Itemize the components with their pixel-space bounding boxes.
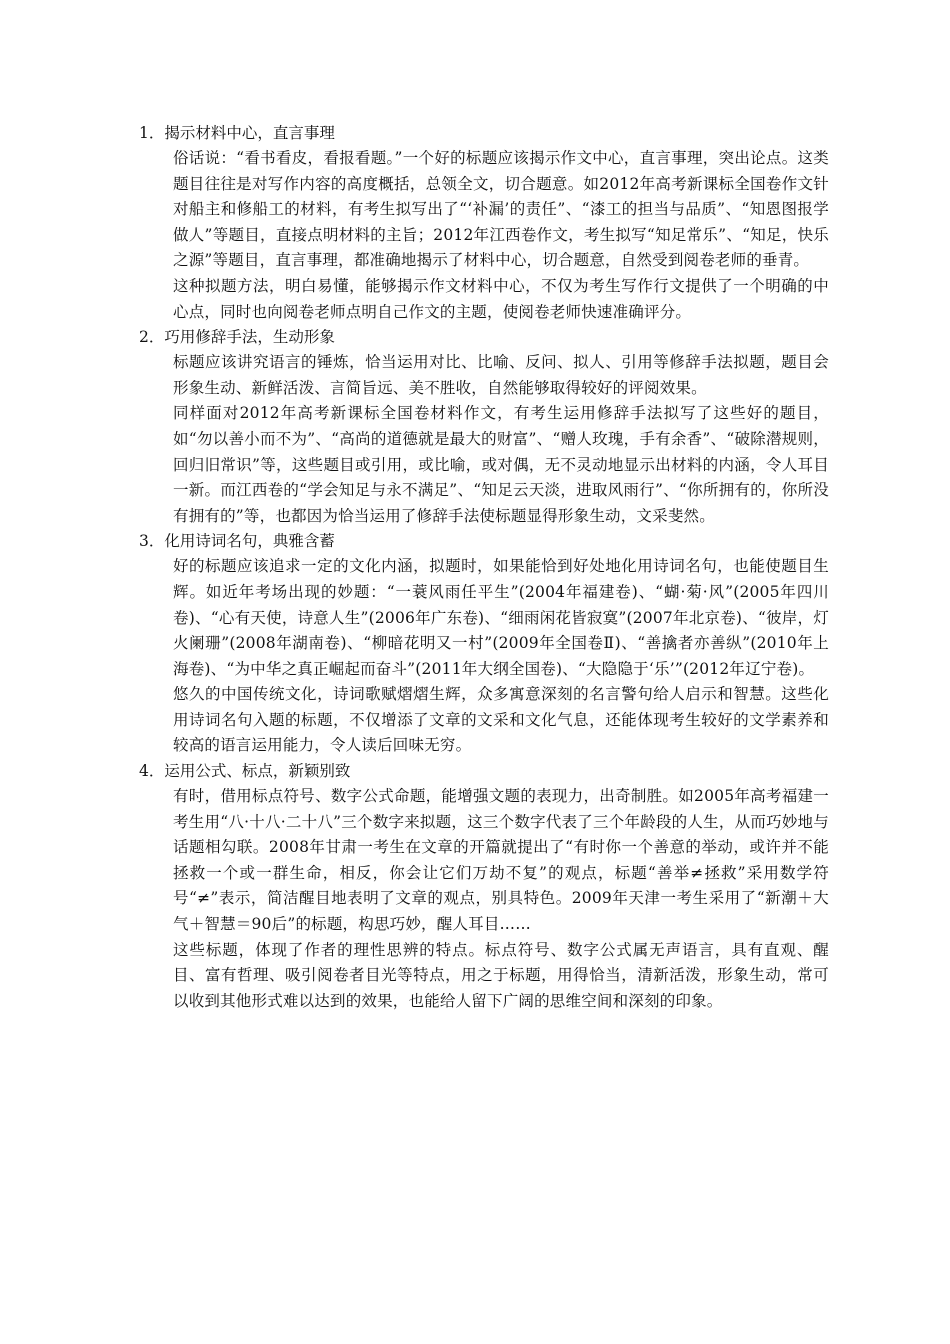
paragraph: 好的标题应该追求一定的文化内涵，拟题时，如果能恰到好处地化用诗词名句，也能使题目生辉。如近年考场出现的妙题：“一蓑风雨任平生”(2004年福建卷)、“蝴·菊·风”(2005年四川卷)、“心有天使，诗意人生”(2006年广东卷)、“细雨闲花皆寂寞”(2007年北京卷)、“彼岸，灯火阑珊”(2008年湖南卷)、“柳暗花明又一村”(2009年全国卷Ⅱ)、“善擒者亦善纵”(2010年上海卷)、“为中华之真正崛起而奋斗”(2011年大纲全国卷)、“大隐隐于‘乐’”(2012年辽宁卷)。 — [173, 557, 829, 678]
paragraph: 有时，借用标点符号、数字公式命题，能增强文题的表现力，出奇制胜。如2005年高考福建一考生用“八·十八·二十八”三个数字来拟题，这三个数字代表了三个年龄段的人生，从而巧妙地与话题相勾联。2008年甘肃一考生在文章的开篇就提出了“有时你一个善意的举动，或许并不能拯救一个或一群生命，相反，你会让它们万劫不复”的观点，标题“善举≠拯救”采用数学符号“≠”表示，简洁醒目地表明了文章的观点，别具特色。2009年天津一考生采用了“新潮＋大气＋智慧＝90后”的标题，构思巧妙，醒人耳目…… — [173, 787, 829, 934]
paragraph: 悠久的中国传统文化，诗词歌赋熠熠生辉，众多寓意深刻的名言警句给人启示和智慧。这些化用诗词名句入题的标题，不仅增添了文章的文采和文化气息，还能体现考生较好的文学素养和较高的语言运用能力，令人读后回味无穷。 — [173, 685, 829, 755]
section-2 — [139, 325, 829, 529]
paragraph: 标题应该讲究语言的锤炼，恰当运用对比、比喻、反问、拟人、引用等修辞手法拟题，题目会形象生动、新鲜活泼、言简旨远、美不胜收，自然能够取得较好的评阅效果。 — [173, 353, 829, 397]
paragraph: 同样面对2012年高考新课标全国卷材料作文，有考生运用修辞手法拟写了这些好的题目，如“勿以善小而不为”、“高尚的道德就是最大的财富”、“赠人玫瑰，手有余香”、“破除潜规则，回归旧常识”等，这些题目或引用，或比喻，或对偶，无不灵动地显示出材料的内涵，令人耳目一新。而江西卷的“学会知足与永不满足”、“知足云天淡，进取风雨行”、“你所拥有的，你所没有拥有的”等，也都因为恰当运用了修辞手法使标题显得形象生动，文采斐然。 — [173, 404, 829, 525]
paragraph: 这些标题，体现了作者的理性思辨的特点。标点符号、数字公式属无声语言，具有直观、醒目、富有哲理、吸引阅卷者目光等特点，用之于标题，用得恰当，清新活泼，形象生动，常可以收到其他形式难以达到的效果，也能给人留下广阔的思维空间和深刻的印象。 — [173, 940, 829, 1010]
section-3 — [139, 529, 829, 759]
section-1 — [139, 121, 829, 325]
section-heading: 1．揭示材料中心，直言事理 — [139, 124, 335, 142]
section-heading: 3．化用诗词名句，典雅含蓄 — [139, 532, 335, 551]
document-body — [139, 121, 829, 1014]
paragraph: 这种拟题方法，明白易懂，能够揭示作文材料中心，不仅为考生写作行文提供了一个明确的中心点，同时也向阅卷老师点明自己作文的主题，使阅卷老师快速准确评分。 — [173, 276, 829, 321]
section-4 — [139, 759, 829, 1014]
paragraph: 俗话说：“看书看皮，看报看题。”一个好的标题应该揭示作文中心，直言事理，突出论点。这类题目往往是对写作内容的高度概括，总领全文，切合题意。如2012年高考新课标全国卷作文针对船主和修船工的材料，有考生拟写出了“‘补漏’的责任”、“漆工的担当与品质”、“知恩图报学做人”等题目，直接点明材料的主旨；2012年江西卷作文，考生拟写“知足常乐”、“知足，快乐之源”等题目，直言事理，都准确地揭示了材料中心，切合题意，自然受到阅卷老师的垂青。 — [173, 149, 829, 270]
section-heading: 2．巧用修辞手法，生动形象 — [139, 328, 335, 347]
section-heading: 4．运用公式、标点，新颖别致 — [139, 762, 351, 781]
